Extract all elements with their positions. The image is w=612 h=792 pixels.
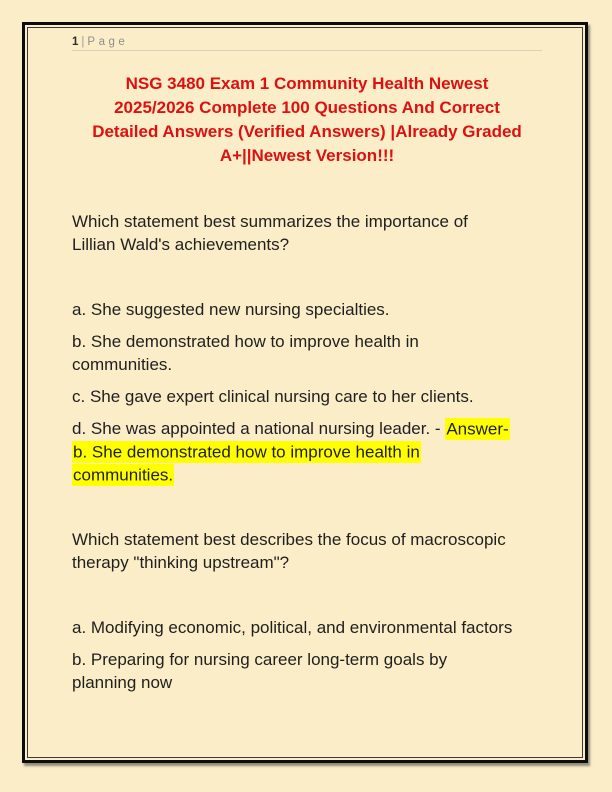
page-header [72,35,542,51]
text-run: b. Preparing for nursing career long-term goals by [72,650,448,669]
answer-option [72,616,542,639]
answer-option [72,385,542,408]
text-line [72,671,542,694]
text-run: communities. [72,355,173,374]
text-run: d. She was appointed a national nursing leader. - [72,419,446,438]
title-line: Detailed Answers (Verified Answers) |Already Graded [92,122,522,141]
title-line: 2025/2026 Complete 100 Questions And Correct [114,98,500,117]
question-text [72,528,542,574]
text-run: planning now [72,673,173,692]
document-page [22,22,588,763]
text-line [72,648,542,671]
highlighted-answer: communities. [73,465,174,484]
text-run: Which statement best describes the focus of macroscopic [72,530,506,549]
page-number: 1 [72,36,79,48]
text-run: Lillian Wald's achievements? [72,235,290,254]
text-line [72,616,542,639]
text-run: Which statement best summarizes the importance of [72,212,468,231]
text-line [72,298,542,321]
text-line [72,528,542,551]
text-run: c. She gave expert clinical nursing care to her clients. [72,387,474,406]
page-label: Page [87,36,129,48]
page-content [25,25,585,760]
document-title [72,72,542,168]
text-line [72,440,542,463]
highlighted-answer: Answer- [446,419,509,438]
text-line [72,417,542,440]
text-line [72,463,542,486]
header-separator: | [81,36,85,48]
question-text [72,210,542,256]
title-line: A+||Newest Version!!! [219,146,395,165]
text-line [72,353,542,376]
text-line [72,551,542,574]
text-line [72,233,542,256]
answer-option [72,330,542,376]
text-run: b. She demonstrated how to improve health in [72,332,419,351]
text-run: therapy "thinking upstream"? [72,553,290,572]
text-line [72,385,542,408]
answer-option [72,417,542,486]
answer-option [72,648,542,694]
text-run: a. She suggested new nursing specialties. [72,300,390,319]
text-line [72,210,542,233]
title-line: NSG 3480 Exam 1 Community Health Newest [125,74,489,93]
text-run: a. Modifying economic, political, and environmental factors [72,618,513,637]
document-body [72,210,542,694]
highlighted-answer: b. She demonstrated how to improve health in [73,442,420,461]
answer-option [72,298,542,321]
text-line [72,330,542,353]
